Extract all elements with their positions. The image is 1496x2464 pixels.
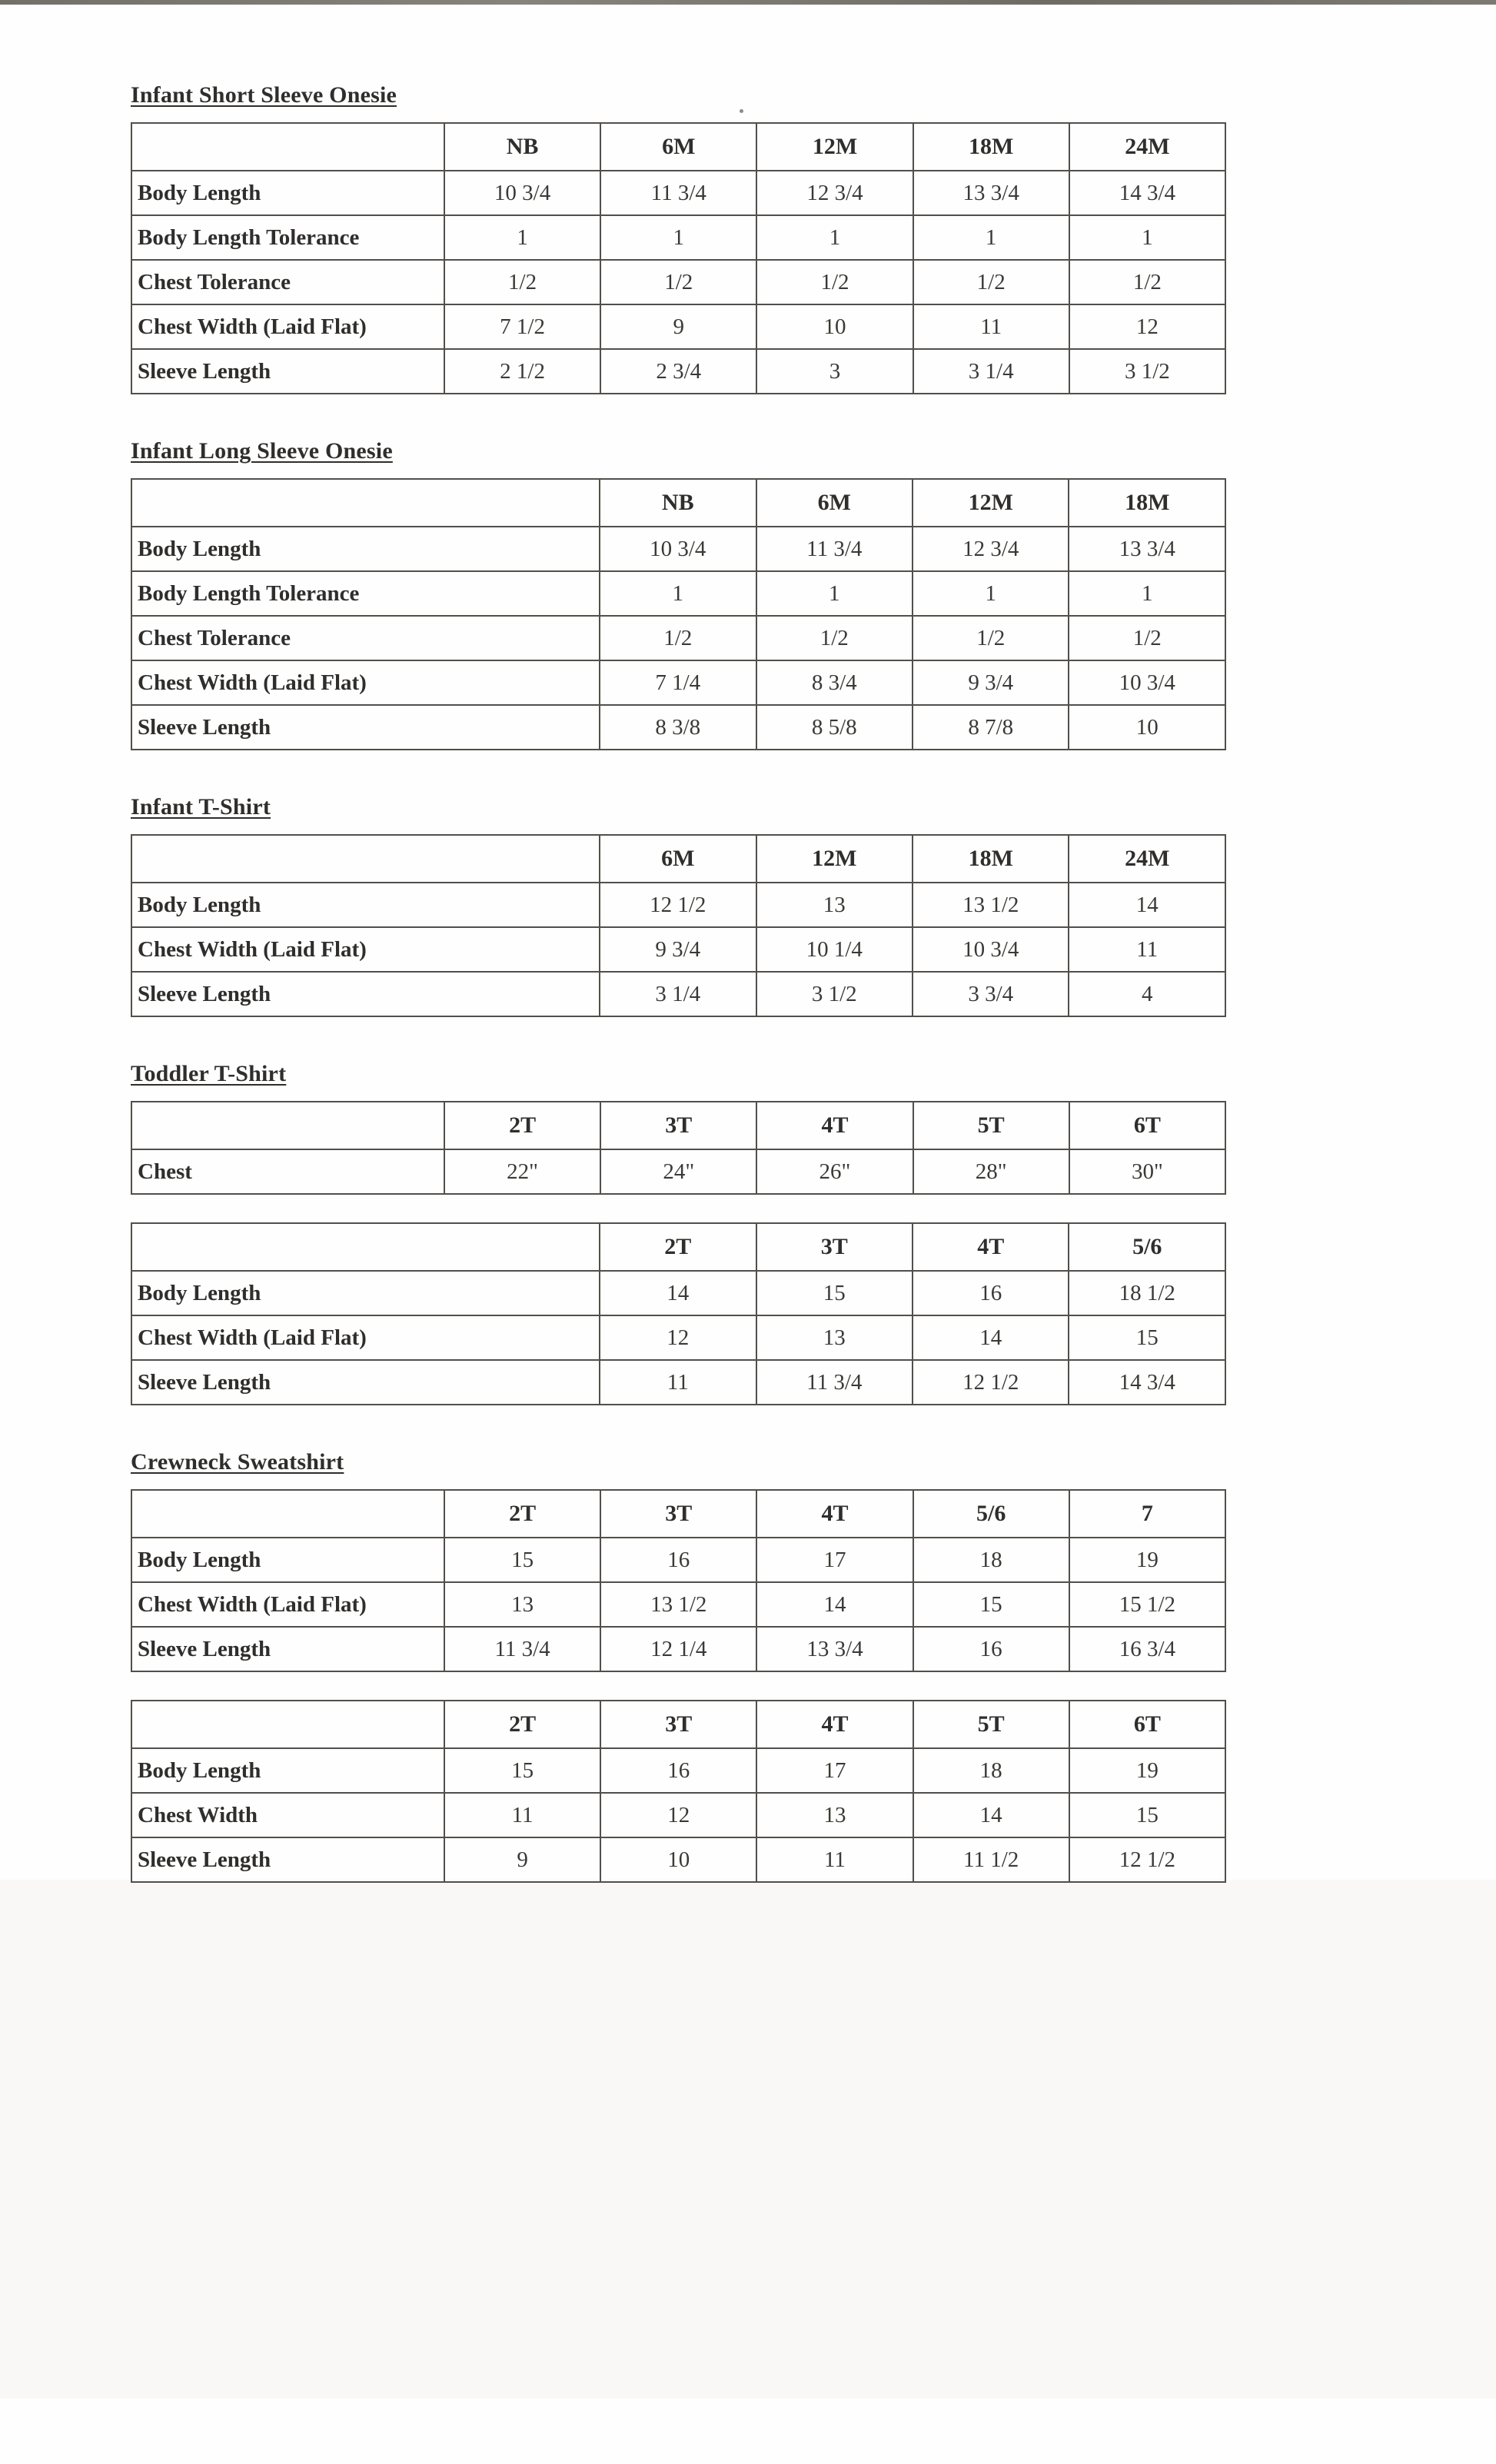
document-content: [131, 81, 1226, 1926]
size-column-header: NB: [600, 479, 756, 527]
measurement-value-cell: 7 1/2: [444, 304, 600, 349]
measurement-value-cell: 10: [756, 304, 913, 349]
measurement-value-cell: 11: [600, 1360, 756, 1405]
measurement-row-label: Chest Tolerance: [131, 260, 444, 304]
measurement-row-label: Sleeve Length: [131, 705, 600, 750]
measurement-value-cell: 1: [756, 571, 913, 616]
corner-cell: [131, 123, 444, 171]
measurement-row-label: Body Length: [131, 883, 600, 927]
measurement-value-cell: 14: [756, 1582, 913, 1627]
measurement-row-label: Body Length: [131, 1748, 444, 1793]
measurement-value-cell: 10 3/4: [444, 171, 600, 215]
table-row: [131, 215, 1225, 260]
measurement-value-cell: 16: [600, 1748, 756, 1793]
measurement-value-cell: 11 1/2: [913, 1837, 1069, 1882]
table-row: [131, 1627, 1225, 1671]
measurement-value-cell: 9: [600, 304, 756, 349]
section-infant-short-sleeve-onesie: [131, 81, 1226, 394]
measurement-value-cell: 10: [600, 1837, 756, 1882]
table-row: [131, 1748, 1225, 1793]
measurement-value-cell: 10 3/4: [600, 527, 756, 571]
measurement-value-cell: 2 1/2: [444, 349, 600, 394]
measurement-value-cell: 3 3/4: [913, 972, 1069, 1016]
measurement-row-label: Sleeve Length: [131, 1837, 444, 1882]
table-row: [131, 1149, 1225, 1194]
size-column-header: 2T: [444, 1701, 600, 1748]
size-column-header: 6M: [600, 123, 756, 171]
size-column-header: 6T: [1069, 1701, 1225, 1748]
header-row: [131, 835, 1225, 883]
measurement-value-cell: 13: [756, 883, 913, 927]
measurement-row-label: Sleeve Length: [131, 1627, 444, 1671]
measurement-value-cell: 15: [444, 1748, 600, 1793]
section-title: Infant Long Sleeve Onesie: [131, 438, 393, 464]
measurement-value-cell: 12 1/2: [600, 883, 756, 927]
measurement-value-cell: 8 3/4: [756, 660, 913, 705]
measurement-row-label: Sleeve Length: [131, 972, 600, 1016]
size-column-header: 6M: [600, 835, 756, 883]
measurement-value-cell: 3 1/2: [1069, 349, 1225, 394]
measurement-row-label: Body Length: [131, 527, 600, 571]
measurement-value-cell: 10 3/4: [1069, 660, 1225, 705]
measurement-row-label: Chest Width (Laid Flat): [131, 1582, 444, 1627]
measurement-value-cell: 11: [1069, 927, 1225, 972]
measurement-value-cell: 1: [756, 215, 913, 260]
measurement-row-label: Body Length: [131, 1271, 600, 1315]
table-row: [131, 927, 1225, 972]
measurement-value-cell: 4: [1069, 972, 1225, 1016]
table-row: [131, 660, 1225, 705]
measurement-value-cell: 19: [1069, 1748, 1225, 1793]
corner-cell: [131, 1223, 600, 1271]
measurement-value-cell: 15: [1069, 1793, 1225, 1837]
measurement-value-cell: 16: [913, 1627, 1069, 1671]
measurement-value-cell: 15: [913, 1582, 1069, 1627]
measurement-row-label: Body Length Tolerance: [131, 215, 444, 260]
measurement-value-cell: 13 3/4: [1069, 527, 1225, 571]
measurement-value-cell: 17: [756, 1538, 913, 1582]
measurement-row-label: Body Length: [131, 1538, 444, 1582]
measurement-value-cell: 14: [1069, 883, 1225, 927]
size-column-header: 5/6: [913, 1490, 1069, 1538]
measurement-value-cell: 1: [1069, 215, 1225, 260]
measurement-value-cell: 26": [756, 1149, 913, 1194]
measurement-value-cell: 13 3/4: [756, 1627, 913, 1671]
measurement-value-cell: 18: [913, 1748, 1069, 1793]
table-row: [131, 571, 1225, 616]
size-column-header: 4T: [756, 1701, 913, 1748]
measurement-row-label: Body Length Tolerance: [131, 571, 600, 616]
corner-cell: [131, 835, 600, 883]
measurement-value-cell: 3 1/4: [913, 349, 1069, 394]
size-chart-table: [131, 1101, 1226, 1195]
section-title: Crewneck Sweatshirt: [131, 1449, 344, 1475]
measurement-value-cell: 12: [1069, 304, 1225, 349]
measurement-value-cell: 1: [913, 571, 1069, 616]
size-chart-table: [131, 478, 1226, 750]
measurement-value-cell: 1: [1069, 571, 1225, 616]
section-toddler-t-shirt: [131, 1060, 1226, 1405]
size-chart-table: [131, 1489, 1226, 1672]
size-column-header: 5/6: [1069, 1223, 1225, 1271]
measurement-value-cell: 13 1/2: [913, 883, 1069, 927]
size-column-header: 4T: [913, 1223, 1069, 1271]
measurement-value-cell: 3 1/4: [600, 972, 756, 1016]
measurement-value-cell: 1/2: [756, 260, 913, 304]
table-row: [131, 1315, 1225, 1360]
measurement-value-cell: 30": [1069, 1149, 1225, 1194]
measurement-row-label: Chest Width (Laid Flat): [131, 304, 444, 349]
size-column-header: 6M: [756, 479, 913, 527]
measurement-row-label: Body Length: [131, 171, 444, 215]
measurement-value-cell: 13 1/2: [600, 1582, 756, 1627]
table-row: [131, 705, 1225, 750]
size-column-header: 7: [1069, 1490, 1225, 1538]
section-infant-t-shirt: [131, 793, 1226, 1017]
measurement-value-cell: 15 1/2: [1069, 1582, 1225, 1627]
header-row: [131, 1490, 1225, 1538]
measurement-value-cell: 16: [600, 1538, 756, 1582]
measurement-row-label: Chest: [131, 1149, 444, 1194]
measurement-value-cell: 11: [913, 304, 1069, 349]
measurement-value-cell: 7 1/4: [600, 660, 756, 705]
size-column-header: 18M: [913, 123, 1069, 171]
measurement-value-cell: 1/2: [600, 260, 756, 304]
section-title: Infant T-Shirt: [131, 794, 271, 820]
header-row: [131, 479, 1225, 527]
size-column-header: 24M: [1069, 835, 1225, 883]
measurement-value-cell: 1/2: [913, 616, 1069, 660]
measurement-value-cell: 14: [600, 1271, 756, 1315]
measurement-value-cell: 1/2: [913, 260, 1069, 304]
table-row: [131, 349, 1225, 394]
measurement-value-cell: 1: [913, 215, 1069, 260]
measurement-value-cell: 1: [600, 571, 756, 616]
measurement-value-cell: 8 7/8: [913, 705, 1069, 750]
measurement-value-cell: 1/2: [600, 616, 756, 660]
table-row: [131, 1360, 1225, 1405]
measurement-value-cell: 3: [756, 349, 913, 394]
measurement-value-cell: 1/2: [1069, 260, 1225, 304]
measurement-value-cell: 10: [1069, 705, 1225, 750]
measurement-value-cell: 13: [756, 1315, 913, 1360]
measurement-value-cell: 8 5/8: [756, 705, 913, 750]
measurement-row-label: Sleeve Length: [131, 1360, 600, 1405]
measurement-value-cell: 9: [444, 1837, 600, 1882]
section-title: Toddler T-Shirt: [131, 1061, 287, 1086]
table-row: [131, 972, 1225, 1016]
measurement-value-cell: 1/2: [444, 260, 600, 304]
size-chart-table: [131, 1222, 1226, 1405]
measurement-value-cell: 24": [600, 1149, 756, 1194]
size-column-header: 5T: [913, 1102, 1069, 1149]
header-row: [131, 1223, 1225, 1271]
measurement-value-cell: 12 3/4: [913, 527, 1069, 571]
measurement-value-cell: 18: [913, 1538, 1069, 1582]
measurement-value-cell: 14: [913, 1315, 1069, 1360]
measurement-value-cell: 14 3/4: [1069, 1360, 1225, 1405]
size-column-header: 24M: [1069, 123, 1225, 171]
section-title: Infant Short Sleeve Onesie: [131, 82, 397, 108]
size-column-header: 18M: [1069, 479, 1225, 527]
corner-cell: [131, 1490, 444, 1538]
size-column-header: 18M: [913, 835, 1069, 883]
scanner-edge-artifact: [0, 0, 1496, 5]
measurement-value-cell: 1/2: [756, 616, 913, 660]
measurement-row-label: Chest Tolerance: [131, 616, 600, 660]
table-row: [131, 883, 1225, 927]
measurement-value-cell: 11 3/4: [756, 1360, 913, 1405]
measurement-value-cell: 16 3/4: [1069, 1627, 1225, 1671]
table-row: [131, 1538, 1225, 1582]
scan-shading-band: [0, 1880, 1496, 2399]
table-row: [131, 1271, 1225, 1315]
size-column-header: 2T: [444, 1102, 600, 1149]
measurement-row-label: Chest Width (Laid Flat): [131, 660, 600, 705]
measurement-value-cell: 12 1/2: [1069, 1837, 1225, 1882]
measurement-value-cell: 11 3/4: [756, 527, 913, 571]
measurement-value-cell: 18 1/2: [1069, 1271, 1225, 1315]
size-column-header: 3T: [600, 1102, 756, 1149]
size-column-header: 12M: [756, 835, 913, 883]
measurement-value-cell: 13 3/4: [913, 171, 1069, 215]
size-column-header: 12M: [913, 479, 1069, 527]
corner-cell: [131, 1701, 444, 1748]
size-chart-table: [131, 834, 1226, 1017]
measurement-value-cell: 9 3/4: [600, 927, 756, 972]
measurement-value-cell: 19: [1069, 1538, 1225, 1582]
measurement-value-cell: 9 3/4: [913, 660, 1069, 705]
table-row: [131, 171, 1225, 215]
measurement-value-cell: 12 3/4: [756, 171, 913, 215]
size-column-header: 6T: [1069, 1102, 1225, 1149]
measurement-row-label: Chest Width (Laid Flat): [131, 927, 600, 972]
size-column-header: NB: [444, 123, 600, 171]
measurement-value-cell: 14 3/4: [1069, 171, 1225, 215]
measurement-value-cell: 22": [444, 1149, 600, 1194]
measurement-value-cell: 15: [1069, 1315, 1225, 1360]
measurement-value-cell: 13: [756, 1793, 913, 1837]
measurement-row-label: Chest Width (Laid Flat): [131, 1315, 600, 1360]
measurement-row-label: Chest Width: [131, 1793, 444, 1837]
measurement-value-cell: 1: [600, 215, 756, 260]
measurement-value-cell: 16: [913, 1271, 1069, 1315]
section-infant-long-sleeve-onesie: [131, 437, 1226, 750]
table-row: [131, 304, 1225, 349]
size-column-header: 2T: [600, 1223, 756, 1271]
table-row: [131, 1582, 1225, 1627]
measurement-value-cell: 11: [756, 1837, 913, 1882]
table-row: [131, 1837, 1225, 1882]
size-column-header: 2T: [444, 1490, 600, 1538]
size-column-header: 3T: [756, 1223, 913, 1271]
size-column-header: 4T: [756, 1102, 913, 1149]
section-crewneck-sweatshirt: [131, 1448, 1226, 1883]
measurement-value-cell: 11 3/4: [600, 171, 756, 215]
measurement-value-cell: 11 3/4: [444, 1627, 600, 1671]
size-chart-table: [131, 1700, 1226, 1883]
measurement-value-cell: 8 3/8: [600, 705, 756, 750]
measurement-value-cell: 12 1/2: [913, 1360, 1069, 1405]
measurement-value-cell: 15: [756, 1271, 913, 1315]
measurement-value-cell: 1/2: [1069, 616, 1225, 660]
measurement-value-cell: 28": [913, 1149, 1069, 1194]
corner-cell: [131, 1102, 444, 1149]
measurement-value-cell: 12 1/4: [600, 1627, 756, 1671]
measurement-value-cell: 10 3/4: [913, 927, 1069, 972]
measurement-value-cell: 10 1/4: [756, 927, 913, 972]
measurement-row-label: Sleeve Length: [131, 349, 444, 394]
size-column-header: 5T: [913, 1701, 1069, 1748]
measurement-value-cell: 2 3/4: [600, 349, 756, 394]
measurement-value-cell: 12: [600, 1315, 756, 1360]
measurement-value-cell: 14: [913, 1793, 1069, 1837]
table-row: [131, 260, 1225, 304]
measurement-value-cell: 13: [444, 1582, 600, 1627]
size-chart-table: [131, 122, 1226, 394]
size-column-header: 4T: [756, 1490, 913, 1538]
measurement-value-cell: 1: [444, 215, 600, 260]
header-row: [131, 1701, 1225, 1748]
header-row: [131, 123, 1225, 171]
size-column-header: 3T: [600, 1701, 756, 1748]
table-row: [131, 616, 1225, 660]
measurement-value-cell: 15: [444, 1538, 600, 1582]
table-row: [131, 527, 1225, 571]
size-column-header: 3T: [600, 1490, 756, 1538]
measurement-value-cell: 12: [600, 1793, 756, 1837]
table-row: [131, 1793, 1225, 1837]
measurement-value-cell: 17: [756, 1748, 913, 1793]
measurement-value-cell: 11: [444, 1793, 600, 1837]
header-row: [131, 1102, 1225, 1149]
size-column-header: 12M: [756, 123, 913, 171]
measurement-value-cell: 3 1/2: [756, 972, 913, 1016]
corner-cell: [131, 479, 600, 527]
